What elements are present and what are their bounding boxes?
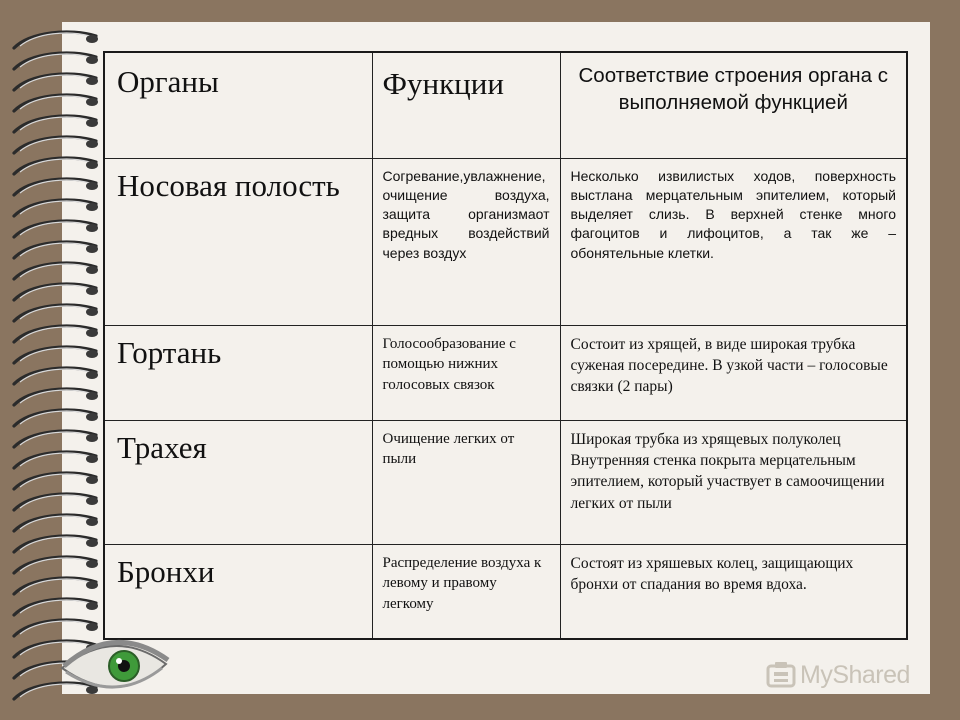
organs-table [103, 51, 908, 640]
organ-name: Бронхи [104, 544, 372, 639]
organ-structure: Состоят из хряшевых колец, защищающих бронхи от спадания во время вдоха. [560, 544, 907, 639]
table-row [104, 158, 907, 325]
organ-name: Гортань [104, 325, 372, 420]
organ-function: Согревание,увлажнение, очищение воздуха, защита организмаот вредных воздействий через воздух [372, 158, 560, 325]
organ-structure: Состоит из хрящей, в виде широкая трубка суженая посередине. В узкой части – голосовые связки (2 пары) [560, 325, 907, 420]
eye-icon [58, 620, 170, 710]
table-header-row [104, 52, 907, 158]
header-structure: Соответствие строения органа с выполняемой функцией [560, 52, 907, 158]
organ-function: Очищение легких от пыли [372, 420, 560, 544]
table-row [104, 325, 907, 420]
logo-text: MyShared [800, 660, 910, 689]
organ-function: Распределение воздуха к левому и правому легкому [372, 544, 560, 639]
myshared-logo [766, 655, 926, 695]
organ-structure: Несколько извилистых ходов, поверхность выстлана мерцательным эпителием, который выделяет слизь. В верхней стенке много фагоцитов и лифоцитов, а так же – обонятельные клетки. [560, 158, 907, 325]
table-row [104, 544, 907, 639]
organ-name: Трахея [104, 420, 372, 544]
notebook-spiral-icon [0, 0, 110, 720]
organ-structure: Широкая трубка из хрящевых полуколец Внутренняя стенка покрыта мерцательным эпителием, который участвует в самоочищении легких от пыли [560, 420, 907, 544]
header-organs: Органы [104, 52, 372, 158]
organ-name: Носовая полость [104, 158, 372, 325]
header-functions: Функции [372, 52, 560, 158]
organ-function: Голосообразование с помощью нижних голосовых связок [372, 325, 560, 420]
mushroom-logo-icon [766, 660, 796, 690]
table-row [104, 420, 907, 544]
